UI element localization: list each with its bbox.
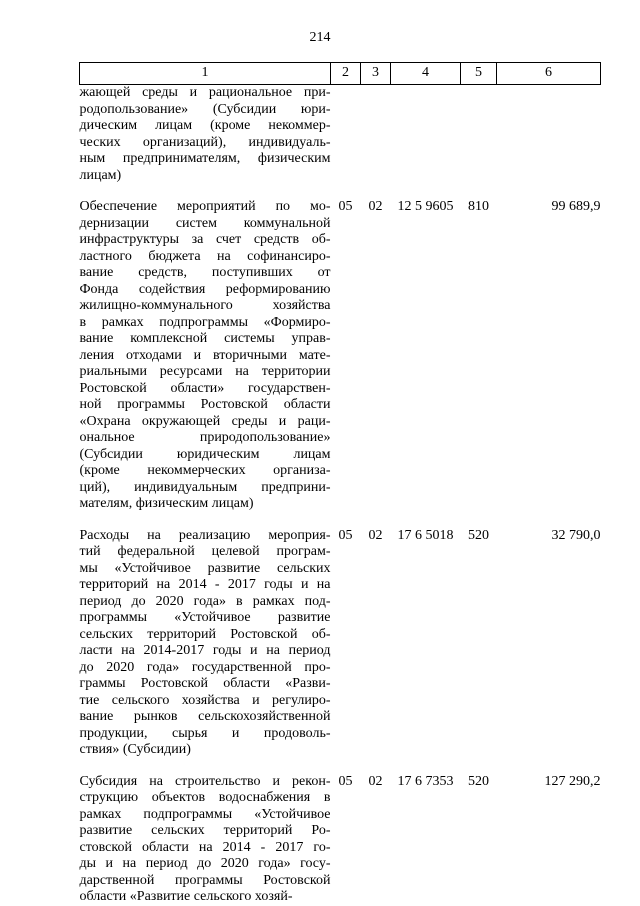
row-cell-c5: 810	[468, 199, 489, 214]
row-name-line: граммы Ростовской области «Разви-	[79, 676, 331, 691]
row-cell-c3: 02	[368, 527, 383, 543]
row-name-line: риальными ресурсами на территории	[79, 364, 331, 379]
table-row	[80, 199, 601, 528]
column-header-2: 2	[331, 63, 361, 85]
row-name-line: стовской области на 2014 - 2017 го-	[79, 839, 331, 855]
table-body	[80, 85, 601, 906]
row-name-line: ствия» (Субсидии)	[79, 742, 191, 757]
table-row	[80, 528, 601, 774]
row-name-cell	[80, 774, 331, 906]
row-name-line: вание средств, поступивших от	[79, 265, 331, 280]
row-cell-c3	[361, 85, 391, 200]
row-cell-c3: 02	[368, 199, 383, 214]
row-name-line: области «Развитие сельского хозяй-	[79, 889, 293, 904]
row-name-line: программы «Устойчивое развитие	[79, 610, 331, 625]
row-name-line: ластного бюджета на софинансиро-	[79, 248, 331, 264]
column-header-4: 4	[391, 63, 461, 85]
column-header-1: 1	[80, 63, 331, 85]
row-name-line: ным предпринимателям, физическим	[79, 151, 331, 166]
row-name-line: рамках подпрограммы «Устойчивое	[79, 806, 331, 822]
row-cell-c6: 32 790,0	[551, 527, 601, 543]
row-name-line: тий федеральной целевой програм-	[79, 544, 331, 559]
table-row	[80, 774, 601, 906]
row-name-line: дернизации систем коммунальной	[79, 215, 331, 231]
row-name-line: струкцию объектов водоснабжения в	[79, 790, 331, 805]
row-name-line: дическим лицам (кроме некоммер-	[79, 118, 331, 133]
row-name-line: ной программы Ростовской области	[79, 397, 331, 412]
table-row	[80, 85, 601, 200]
table-header-row	[80, 63, 601, 85]
row-name-line: вание рынков сельскохозяйственной	[79, 709, 331, 724]
row-cell-c4	[391, 85, 461, 200]
row-name-line: Фонда содействия реформированию	[79, 281, 331, 297]
budget-table	[79, 62, 601, 906]
row-name-line: сельских территорий Ростовской об-	[79, 626, 331, 642]
row-name-cell	[80, 199, 331, 528]
column-header-6: 6	[497, 63, 601, 85]
row-name-line: ональное природопользование»	[79, 430, 331, 445]
row-cell-c5	[461, 85, 497, 200]
row-name-line: (Субсидии юридическим лицам	[79, 446, 331, 462]
row-name-line: мы «Устойчивое развитие сельских	[79, 560, 331, 576]
row-name-line: ласти на 2014-2017 годы и на период	[79, 643, 331, 658]
row-cell-c4: 12 5 9605	[397, 199, 454, 214]
row-name-line: вание комплексной системы управ-	[79, 331, 331, 346]
row-name-line: мателям, физическим лицам)	[79, 496, 254, 511]
row-name-line: период до 2020 года» в рамках под-	[79, 593, 331, 609]
row-name-line: Субсидия на строительство и рекон-	[79, 773, 331, 789]
row-name-line: в рамках подпрограммы «Формиро-	[79, 314, 331, 330]
row-name-cell	[80, 528, 331, 774]
row-name-line: ды и на период до 2020 года» госу-	[79, 856, 331, 871]
row-name-line: до 2020 года» государственной про-	[79, 659, 331, 675]
row-name-line: продукции, сырья и продоволь-	[79, 725, 331, 741]
row-name-line: «Охрана окружающей среды и раци-	[79, 413, 331, 429]
column-header-5: 5	[461, 63, 497, 85]
row-name-line: тие сельского хозяйства и регулиро-	[79, 692, 331, 708]
row-name-line: лицам)	[79, 167, 122, 183]
row-name-line: (кроме некоммерческих организа-	[79, 463, 331, 478]
page-number: 214	[309, 30, 331, 45]
row-name-line: родопользование» (Субсидии юри-	[79, 101, 331, 117]
row-cell-c6: 99 689,9	[551, 199, 601, 214]
row-name-line: инфраструктуры за счет средств об-	[79, 232, 331, 247]
row-name-line: территорий на 2014 - 2017 годы и на	[79, 577, 331, 592]
row-cell-c6: 127 290,2	[544, 773, 601, 789]
row-name-line: ления отходами и вторичными мате-	[79, 347, 331, 363]
row-name-line: развитие сельских территорий Ро-	[79, 823, 331, 838]
row-name-line: жилищно-коммунального хозяйства	[79, 298, 331, 313]
row-name-line: дарственной программы Ростовской	[79, 872, 331, 888]
row-cell-c4: 17 6 5018	[397, 527, 454, 543]
row-cell-c2: 05	[338, 199, 353, 214]
row-cell-c2: 05	[338, 527, 353, 543]
row-cell-c2: 05	[338, 773, 353, 789]
row-cell-c6	[497, 85, 601, 200]
row-cell-c4: 17 6 7353	[397, 773, 454, 789]
row-name-cell	[80, 85, 331, 200]
row-name-line: ций), индивидуальным предприни-	[79, 479, 331, 495]
row-cell-c3: 02	[368, 773, 383, 789]
row-name-line: ческих организаций), индивидуаль-	[79, 134, 331, 150]
row-cell-c5: 520	[468, 773, 489, 789]
row-name-line: Расходы на реализацию мероприя-	[79, 527, 331, 543]
row-cell-c5: 520	[468, 527, 489, 543]
row-name-line: Обеспечение мероприятий по мо-	[79, 199, 331, 214]
row-name-line: Ростовской области» государствен-	[79, 380, 331, 396]
row-cell-c2	[331, 85, 361, 200]
row-name-line: жающей среды и рациональное при-	[79, 85, 331, 100]
column-header-3: 3	[361, 63, 391, 85]
